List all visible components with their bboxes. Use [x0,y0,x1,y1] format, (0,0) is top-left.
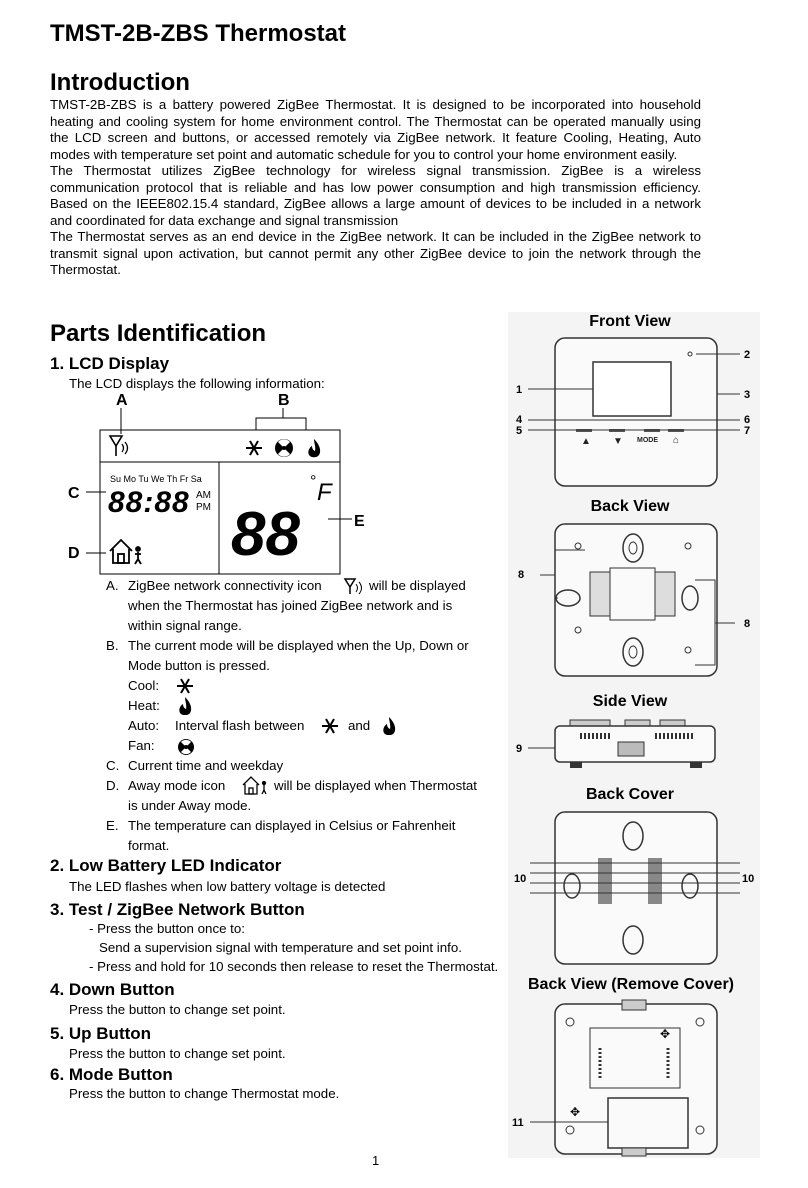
test-button-desc [89,919,498,976]
callout-5: 5 [516,425,523,437]
lcd-diagram [66,390,376,576]
snowflake-icon [176,677,194,695]
intro-paragraph-1: TMST-2B-ZBS is a battery powered ZigBee Thermostat. It is designed to be incorporated into household heating and cooling system for home environment control. The Thermostat can be operated manually using the LCD screen and buttons, or accessed remotely via ZigBee network. It feature Cooling, Heating, Auto modes with temperature set point and automatic schedule for you to control your home environment easily. [50,97,701,162]
test-line-2: Send a supervision signal with temperature and set point info. [99,940,462,955]
back-view-diagram [510,520,760,680]
lcd-pm: PM [196,502,211,513]
mode-auto-text: Interval flash between [175,718,305,733]
zigbee-signal-icon [110,436,128,456]
svg-text:▲: ▲ [581,436,591,447]
lcd-desc: The LCD displays the following information: [69,376,325,391]
callout-6: 6 [744,414,751,426]
back-cover-diagram [510,808,760,968]
callout-3: 3 [744,389,751,401]
mode-fan-label: Fan: [128,738,155,753]
svg-text:⌂: ⌂ [673,435,680,446]
legend-b-letter: B. [106,638,119,653]
mode-auto-and: and [348,718,371,733]
snowflake-icon [321,717,339,735]
lcd-heading: 1. LCD Display [50,354,170,373]
label-d: D [68,545,80,562]
intro-body [50,97,701,279]
lcd-degree: ° [310,473,317,490]
label-e: E [354,513,365,530]
legend-a-text2: will be displayed [369,578,466,593]
parts-heading: Parts Identification [50,320,267,347]
callout-7: 7 [744,425,751,437]
snowflake-icon [246,441,262,455]
flame-icon [176,697,194,715]
down-button-heading: 4. Down Button [50,980,175,999]
label-c: C [68,485,80,502]
callout-2: 2 [744,349,751,361]
legend-b-text1: The current mode will be displayed when the Up, Down or [128,638,469,653]
legend-a-text4: within signal range. [128,618,242,633]
callout-10b: 10 [742,873,755,885]
test-line-3: - Press and hold for 10 seconds then release to reset the Thermostat. [89,959,499,974]
svg-text:▼: ▼ [613,436,623,447]
flame-icon [380,717,398,735]
legend-a-text1: ZigBee network connectivity icon [128,578,322,593]
callout-8a: 8 [518,569,525,581]
fan-icon [176,737,196,757]
test-button-heading: 3. Test / ZigBee Network Button [50,900,305,919]
flame-icon [308,439,320,457]
lcd-legend [106,576,506,856]
lcd-time: 88:88 [108,486,190,519]
led-heading: 2. Low Battery LED Indicator [50,856,282,875]
side-view-diagram [510,714,760,774]
legend-e-text1: The temperature can displayed in Celsius or Fahrenheit [128,818,456,833]
legend-d-text1: Away mode icon [128,778,226,793]
lcd-temperature: 88 [231,500,300,569]
document-title: TMST-2B-ZBS Thermostat [50,20,347,47]
legend-d-text2: will be displayed when Thermostat [274,778,478,793]
mode-heat-label: Heat: [128,698,160,713]
svg-text:✥: ✥ [570,1105,581,1119]
zigbee-signal-icon [343,577,365,595]
front-mode-label: MODE [637,437,658,444]
label-a: A [116,392,128,409]
callout-1: 1 [516,384,523,396]
test-line-1: - Press the button once to: [89,921,245,936]
fan-icon [275,439,293,457]
away-home-icon [110,540,141,564]
weekday-labels: Su Mo Tu We Th Fr Sa [110,474,202,484]
back-view-remove-diagram [510,998,760,1158]
away-home-icon [242,776,272,796]
callout-4: 4 [516,414,523,426]
callout-10a: 10 [514,873,527,885]
callout-9: 9 [516,743,523,755]
legend-d-text3: is under Away mode. [128,798,252,813]
svg-text:✥: ✥ [660,1027,671,1041]
legend-e-letter: E. [106,818,119,833]
legend-a-text3: when the Thermostat has joined ZigBee network and is [128,598,453,613]
mode-cool-label: Cool: [128,678,160,693]
legend-c-letter: C. [106,758,120,773]
legend-d-letter: D. [106,778,120,793]
page-number: 1 [372,1153,380,1168]
legend-e-text2: format. [128,838,170,853]
mode-auto-label: Auto: [128,718,160,733]
legend-b-text2: Mode button is pressed. [128,658,270,673]
up-button-heading: 5. Up Button [50,1024,152,1043]
back-view-remove-title: Back View (Remove Cover) [527,976,734,993]
callout-11: 11 [512,1117,524,1129]
legend-a-letter: A. [106,578,119,593]
intro-paragraph-3: The Thermostat serves as an end device in the ZigBee network. It can be included in the ZigBee network to transmit signal upon activation, but cannot permit any other ZigBee device to join the network through the Thermostat. [50,229,701,277]
down-button-desc: Press the button to change set point. [69,1002,286,1017]
back-cover-title: Back Cover [585,786,675,803]
mode-button-desc: Press the button to change Thermostat mode. [69,1086,340,1101]
up-button-desc: Press the button to change set point. [69,1046,286,1061]
legend-c-text: Current time and weekday [128,758,284,773]
front-view-title: Front View [589,313,671,330]
callout-8b: 8 [744,618,751,630]
lcd-unit: F [317,479,332,506]
lcd-am: AM [196,490,211,501]
mode-button-heading: 6. Mode Button [50,1065,173,1084]
front-view-diagram [510,334,760,490]
led-desc: The LED flashes when low battery voltage is detected [69,879,386,894]
back-view-title: Back View [590,498,670,515]
intro-paragraph-2: The Thermostat utilizes ZigBee technology for wireless signal transmission. ZigBee is a wireless communication protocol that is reliable and has low power consumption and high transmission efficiency. Based on the IEEE802.15.4 standard, ZigBee allows a large amount of devices to be included in a network and coordinated for data exchange and signal transmission [50,163,701,228]
label-b: B [278,392,290,409]
side-view-title: Side View [592,693,668,710]
intro-heading: Introduction [50,69,190,96]
